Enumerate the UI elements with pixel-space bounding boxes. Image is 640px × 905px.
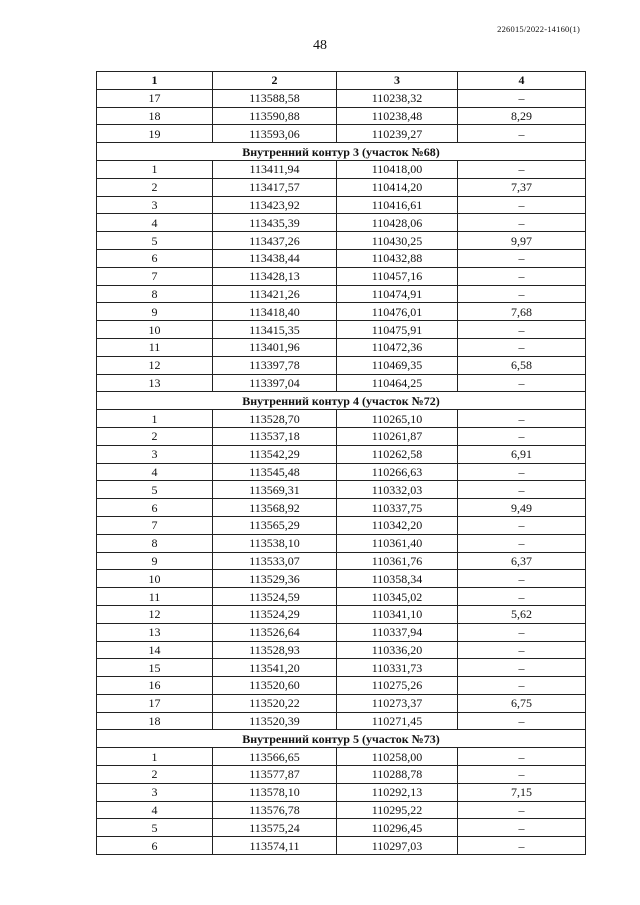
point-number-cell: 1 <box>97 160 213 178</box>
x-coordinate-cell: 113528,93 <box>213 641 337 659</box>
point-number-cell: 12 <box>97 605 213 623</box>
y-coordinate-cell: 110288,78 <box>337 766 458 784</box>
point-number-cell: 5 <box>97 819 213 837</box>
table-row <box>97 356 586 374</box>
table-row <box>97 677 586 695</box>
table-row <box>97 570 586 588</box>
point-number-cell: 11 <box>97 338 213 356</box>
x-coordinate-cell: 113526,64 <box>213 623 337 641</box>
value-cell: – <box>458 801 586 819</box>
point-number-cell: 8 <box>97 285 213 303</box>
point-number-cell: 8 <box>97 534 213 552</box>
document-reference: 226015/2022-14160(1) <box>497 24 580 34</box>
point-number-cell: 18 <box>97 107 213 125</box>
point-number-cell: 3 <box>97 196 213 214</box>
y-coordinate-cell: 110275,26 <box>337 677 458 695</box>
y-coordinate-cell: 110265,10 <box>337 410 458 428</box>
table-row <box>97 125 586 143</box>
point-number-cell: 4 <box>97 214 213 232</box>
table-row <box>97 107 586 125</box>
table-row <box>97 766 586 784</box>
section-title-row <box>97 143 586 161</box>
value-cell: – <box>458 338 586 356</box>
y-coordinate-cell: 110296,45 <box>337 819 458 837</box>
table-row <box>97 783 586 801</box>
table-row <box>97 374 586 392</box>
table-row <box>97 338 586 356</box>
y-coordinate-cell: 110361,76 <box>337 552 458 570</box>
section-title-row <box>97 730 586 748</box>
value-cell: 7,68 <box>458 303 586 321</box>
point-number-cell: 13 <box>97 374 213 392</box>
point-number-cell: 1 <box>97 410 213 428</box>
table-row <box>97 623 586 641</box>
x-coordinate-cell: 113574,11 <box>213 837 337 855</box>
table-header-row <box>97 72 586 90</box>
x-coordinate-cell: 113417,57 <box>213 178 337 196</box>
section-title: Внутренний контур 3 (участок №68) <box>97 143 586 161</box>
y-coordinate-cell: 110239,27 <box>337 125 458 143</box>
value-cell: – <box>458 534 586 552</box>
value-cell: – <box>458 748 586 766</box>
value-cell: – <box>458 516 586 534</box>
value-cell: – <box>458 463 586 481</box>
x-coordinate-cell: 113520,22 <box>213 694 337 712</box>
x-coordinate-cell: 113588,58 <box>213 89 337 107</box>
value-cell: 9,49 <box>458 499 586 517</box>
point-number-cell: 17 <box>97 89 213 107</box>
y-coordinate-cell: 110418,00 <box>337 160 458 178</box>
table-row <box>97 552 586 570</box>
point-number-cell: 4 <box>97 463 213 481</box>
x-coordinate-cell: 113541,20 <box>213 659 337 677</box>
table-row <box>97 481 586 499</box>
y-coordinate-cell: 110432,88 <box>337 249 458 267</box>
x-coordinate-cell: 113397,78 <box>213 356 337 374</box>
value-cell: – <box>458 125 586 143</box>
x-coordinate-cell: 113568,92 <box>213 499 337 517</box>
value-cell: – <box>458 588 586 606</box>
table-row <box>97 89 586 107</box>
y-coordinate-cell: 110297,03 <box>337 837 458 855</box>
column-header: 2 <box>213 72 337 90</box>
y-coordinate-cell: 110337,94 <box>337 623 458 641</box>
value-cell: – <box>458 481 586 499</box>
y-coordinate-cell: 110271,45 <box>337 712 458 730</box>
column-header: 4 <box>458 72 586 90</box>
y-coordinate-cell: 110469,35 <box>337 356 458 374</box>
table-row <box>97 641 586 659</box>
y-coordinate-cell: 110337,75 <box>337 499 458 517</box>
table-row <box>97 801 586 819</box>
point-number-cell: 5 <box>97 481 213 499</box>
value-cell: – <box>458 214 586 232</box>
y-coordinate-cell: 110472,36 <box>337 338 458 356</box>
table-row <box>97 534 586 552</box>
x-coordinate-cell: 113575,24 <box>213 819 337 837</box>
value-cell: – <box>458 427 586 445</box>
table-row <box>97 303 586 321</box>
value-cell: 9,97 <box>458 232 586 250</box>
point-number-cell: 17 <box>97 694 213 712</box>
table-body <box>97 89 586 854</box>
y-coordinate-cell: 110416,61 <box>337 196 458 214</box>
point-number-cell: 10 <box>97 321 213 339</box>
point-number-cell: 1 <box>97 748 213 766</box>
value-cell: – <box>458 321 586 339</box>
y-coordinate-cell: 110261,87 <box>337 427 458 445</box>
value-cell: – <box>458 623 586 641</box>
x-coordinate-cell: 113545,48 <box>213 463 337 481</box>
table-row <box>97 445 586 463</box>
point-number-cell: 19 <box>97 125 213 143</box>
x-coordinate-cell: 113533,07 <box>213 552 337 570</box>
x-coordinate-cell: 113593,06 <box>213 125 337 143</box>
point-number-cell: 2 <box>97 178 213 196</box>
y-coordinate-cell: 110341,10 <box>337 605 458 623</box>
table-row <box>97 232 586 250</box>
point-number-cell: 14 <box>97 641 213 659</box>
point-number-cell: 18 <box>97 712 213 730</box>
point-number-cell: 16 <box>97 677 213 695</box>
x-coordinate-cell: 113590,88 <box>213 107 337 125</box>
x-coordinate-cell: 113418,40 <box>213 303 337 321</box>
value-cell: – <box>458 659 586 677</box>
table-row <box>97 267 586 285</box>
point-number-cell: 15 <box>97 659 213 677</box>
y-coordinate-cell: 110331,73 <box>337 659 458 677</box>
x-coordinate-cell: 113565,29 <box>213 516 337 534</box>
table-row <box>97 160 586 178</box>
value-cell: – <box>458 677 586 695</box>
x-coordinate-cell: 113577,87 <box>213 766 337 784</box>
y-coordinate-cell: 110361,40 <box>337 534 458 552</box>
x-coordinate-cell: 113428,13 <box>213 267 337 285</box>
table-row <box>97 837 586 855</box>
section-title: Внутренний контур 4 (участок №72) <box>97 392 586 410</box>
x-coordinate-cell: 113538,10 <box>213 534 337 552</box>
column-header: 3 <box>337 72 458 90</box>
y-coordinate-cell: 110475,91 <box>337 321 458 339</box>
y-coordinate-cell: 110345,02 <box>337 588 458 606</box>
x-coordinate-cell: 113528,70 <box>213 410 337 428</box>
value-cell: – <box>458 410 586 428</box>
y-coordinate-cell: 110295,22 <box>337 801 458 819</box>
x-coordinate-cell: 113529,36 <box>213 570 337 588</box>
point-number-cell: 7 <box>97 267 213 285</box>
x-coordinate-cell: 113435,39 <box>213 214 337 232</box>
x-coordinate-cell: 113524,59 <box>213 588 337 606</box>
point-number-cell: 13 <box>97 623 213 641</box>
value-cell: 7,37 <box>458 178 586 196</box>
table-row <box>97 196 586 214</box>
value-cell: – <box>458 285 586 303</box>
value-cell: 6,91 <box>458 445 586 463</box>
point-number-cell: 6 <box>97 499 213 517</box>
x-coordinate-cell: 113542,29 <box>213 445 337 463</box>
value-cell: – <box>458 374 586 392</box>
table-row <box>97 819 586 837</box>
x-coordinate-cell: 113423,92 <box>213 196 337 214</box>
x-coordinate-cell: 113415,35 <box>213 321 337 339</box>
y-coordinate-cell: 110428,06 <box>337 214 458 232</box>
value-cell: 8,29 <box>458 107 586 125</box>
page-number: 48 <box>313 38 327 53</box>
table-row <box>97 321 586 339</box>
table-row <box>97 516 586 534</box>
x-coordinate-cell: 113520,39 <box>213 712 337 730</box>
point-number-cell: 10 <box>97 570 213 588</box>
point-number-cell: 6 <box>97 837 213 855</box>
section-title-row <box>97 392 586 410</box>
table-row <box>97 748 586 766</box>
point-number-cell: 2 <box>97 766 213 784</box>
y-coordinate-cell: 110238,32 <box>337 89 458 107</box>
point-number-cell: 9 <box>97 552 213 570</box>
table-row <box>97 410 586 428</box>
value-cell: 6,58 <box>458 356 586 374</box>
y-coordinate-cell: 110273,37 <box>337 694 458 712</box>
y-coordinate-cell: 110430,25 <box>337 232 458 250</box>
point-number-cell: 4 <box>97 801 213 819</box>
x-coordinate-cell: 113578,10 <box>213 783 337 801</box>
table-row <box>97 659 586 677</box>
y-coordinate-cell: 110238,48 <box>337 107 458 125</box>
y-coordinate-cell: 110464,25 <box>337 374 458 392</box>
coordinates-table <box>96 71 586 855</box>
value-cell: 6,37 <box>458 552 586 570</box>
table-row <box>97 605 586 623</box>
value-cell: – <box>458 766 586 784</box>
value-cell: 5,62 <box>458 605 586 623</box>
value-cell: – <box>458 249 586 267</box>
y-coordinate-cell: 110266,63 <box>337 463 458 481</box>
value-cell: – <box>458 712 586 730</box>
x-coordinate-cell: 113537,18 <box>213 427 337 445</box>
y-coordinate-cell: 110342,20 <box>337 516 458 534</box>
point-number-cell: 5 <box>97 232 213 250</box>
y-coordinate-cell: 110292,13 <box>337 783 458 801</box>
value-cell: – <box>458 641 586 659</box>
x-coordinate-cell: 113566,65 <box>213 748 337 766</box>
point-number-cell: 11 <box>97 588 213 606</box>
value-cell: – <box>458 837 586 855</box>
y-coordinate-cell: 110358,34 <box>337 570 458 588</box>
x-coordinate-cell: 113524,29 <box>213 605 337 623</box>
table-row <box>97 214 586 232</box>
point-number-cell: 3 <box>97 783 213 801</box>
value-cell: – <box>458 819 586 837</box>
value-cell: – <box>458 267 586 285</box>
table-row <box>97 499 586 517</box>
table-row <box>97 285 586 303</box>
table-row <box>97 427 586 445</box>
point-number-cell: 7 <box>97 516 213 534</box>
column-header: 1 <box>97 72 213 90</box>
x-coordinate-cell: 113520,60 <box>213 677 337 695</box>
y-coordinate-cell: 110262,58 <box>337 445 458 463</box>
point-number-cell: 3 <box>97 445 213 463</box>
point-number-cell: 9 <box>97 303 213 321</box>
section-title: Внутренний контур 5 (участок №73) <box>97 730 586 748</box>
table-row <box>97 249 586 267</box>
x-coordinate-cell: 113438,44 <box>213 249 337 267</box>
value-cell: 6,75 <box>458 694 586 712</box>
y-coordinate-cell: 110414,20 <box>337 178 458 196</box>
y-coordinate-cell: 110457,16 <box>337 267 458 285</box>
x-coordinate-cell: 113397,04 <box>213 374 337 392</box>
x-coordinate-cell: 113421,26 <box>213 285 337 303</box>
x-coordinate-cell: 113437,26 <box>213 232 337 250</box>
table-row <box>97 712 586 730</box>
table-row <box>97 588 586 606</box>
value-cell: – <box>458 160 586 178</box>
table-row <box>97 178 586 196</box>
y-coordinate-cell: 110336,20 <box>337 641 458 659</box>
value-cell: – <box>458 196 586 214</box>
y-coordinate-cell: 110476,01 <box>337 303 458 321</box>
table-row <box>97 463 586 481</box>
point-number-cell: 6 <box>97 249 213 267</box>
x-coordinate-cell: 113576,78 <box>213 801 337 819</box>
x-coordinate-cell: 113569,31 <box>213 481 337 499</box>
value-cell: – <box>458 570 586 588</box>
value-cell: – <box>458 89 586 107</box>
point-number-cell: 2 <box>97 427 213 445</box>
y-coordinate-cell: 110332,03 <box>337 481 458 499</box>
value-cell: 7,15 <box>458 783 586 801</box>
y-coordinate-cell: 110474,91 <box>337 285 458 303</box>
x-coordinate-cell: 113411,94 <box>213 160 337 178</box>
table-row <box>97 694 586 712</box>
x-coordinate-cell: 113401,96 <box>213 338 337 356</box>
point-number-cell: 12 <box>97 356 213 374</box>
y-coordinate-cell: 110258,00 <box>337 748 458 766</box>
